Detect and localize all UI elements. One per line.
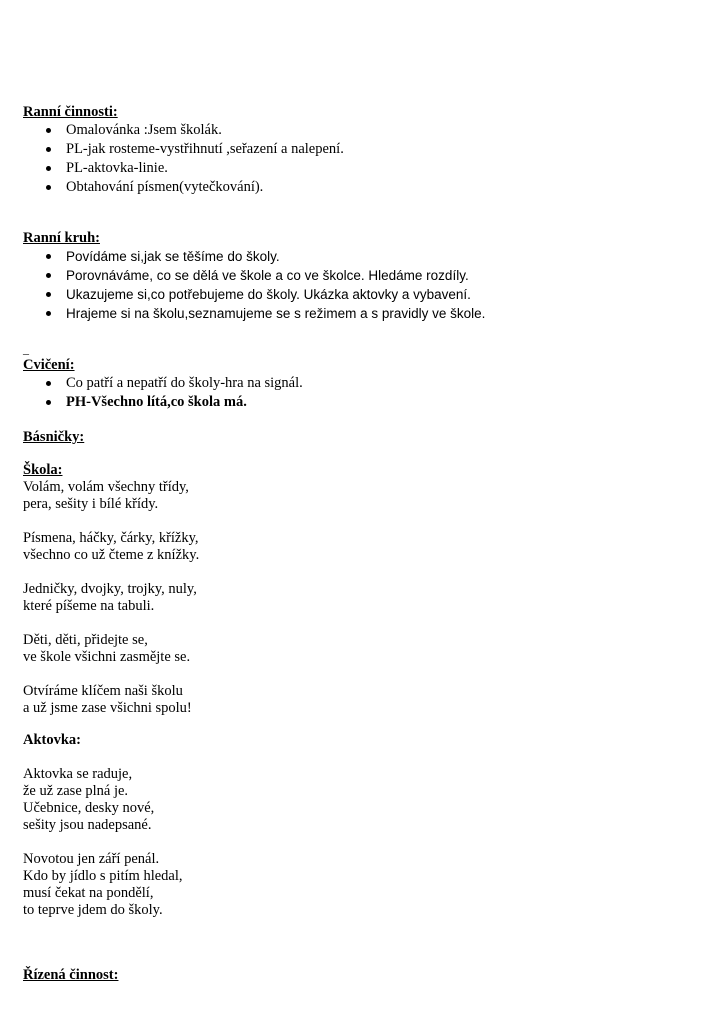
poem-title-skola: Škola: <box>23 462 63 478</box>
poem-skola <box>23 479 199 717</box>
bullet-icon <box>46 311 51 316</box>
list-item: Co patří a nepatří do školy-hra na signál. <box>0 374 303 393</box>
poem-line <box>23 513 199 530</box>
ranni-cinnosti-list <box>0 121 344 197</box>
bullet-icon <box>46 128 51 133</box>
poem-line: které píšeme na tabuli. <box>23 598 155 614</box>
poem-line: Písmena, háčky, čárky, křížky, <box>23 530 199 546</box>
bullet-icon <box>46 185 51 190</box>
poem-line: Jedničky, dvojky, trojky, nuly, <box>23 581 197 597</box>
bullet-icon <box>46 147 51 152</box>
list-item: PL-aktovka-linie. <box>0 159 344 178</box>
poem-aktovka <box>23 766 183 919</box>
list-item: PL-jak rosteme-vystřihnutí ,seřazení a nalepení. <box>0 140 344 159</box>
poem-line: Kdo by jídlo s pitím hledal, <box>23 868 183 884</box>
poem-line: Učebnice, desky nové, <box>23 800 155 816</box>
poem-line: sešity jsou nadepsané. <box>23 817 152 833</box>
poem-line: ve škole všichni zasmějte se. <box>23 649 191 665</box>
poem-line <box>23 834 183 851</box>
poem-line: pera, sešity i bílé křídy. <box>23 496 159 512</box>
list-item: Hrajeme si na školu,seznamujeme se s režimem a s pravidly ve škole. <box>0 304 485 323</box>
poem-line <box>23 564 199 581</box>
section-heading-rizena-cinnost: Řízená činnost: <box>23 967 119 983</box>
poem-line: všechno co už čteme z knížky. <box>23 547 200 563</box>
list-item: Porovnáváme, co se dělá ve škole a co ve školce. Hledáme rozdíly. <box>0 266 485 285</box>
bullet-icon <box>46 273 51 278</box>
bullet-icon <box>46 166 51 171</box>
list-item: Obtahování písmen(vytečkování). <box>0 178 344 197</box>
poem-line: Aktovka se raduje, <box>23 766 133 782</box>
poem-title-aktovka: Aktovka: <box>23 732 82 748</box>
cviceni-list <box>0 374 303 412</box>
poem-line: musí čekat na pondělí, <box>23 885 154 901</box>
section-heading-cviceni: Cvičení: <box>23 357 75 373</box>
list-item: Ukazujeme si,co potřebujeme do školy. Ukázka aktovky a vybavení. <box>0 285 485 304</box>
section-heading-basnicky: Básničky: <box>23 429 85 445</box>
bullet-icon <box>46 292 51 297</box>
underscore-marker: _ <box>23 342 29 356</box>
list-item: Povídáme si,jak se těšíme do školy. <box>0 247 485 266</box>
poem-line: Volám, volám všechny třídy, <box>23 479 189 495</box>
ranni-kruh-list <box>0 247 485 323</box>
section-heading-ranni-cinnosti: Ranní činnosti: <box>23 104 118 120</box>
bullet-icon <box>46 381 51 386</box>
poem-line: Novotou jen září penál. <box>23 851 160 867</box>
poem-line: a už jsme zase všichni spolu! <box>23 700 192 716</box>
poem-line: že už zase plná je. <box>23 783 129 799</box>
bullet-icon <box>46 254 51 259</box>
bullet-icon <box>46 400 51 405</box>
poem-line <box>23 615 199 632</box>
poem-line: Otvíráme klíčem naši školu <box>23 683 183 699</box>
list-item: Omalovánka :Jsem školák. <box>0 121 344 140</box>
poem-line: Děti, děti, přidejte se, <box>23 632 148 648</box>
list-item: PH-Všechno lítá,co škola má. <box>0 393 303 412</box>
poem-line: to teprve jdem do školy. <box>23 902 163 918</box>
section-heading-ranni-kruh: Ranní kruh: <box>23 230 100 246</box>
poem-line <box>23 666 199 683</box>
